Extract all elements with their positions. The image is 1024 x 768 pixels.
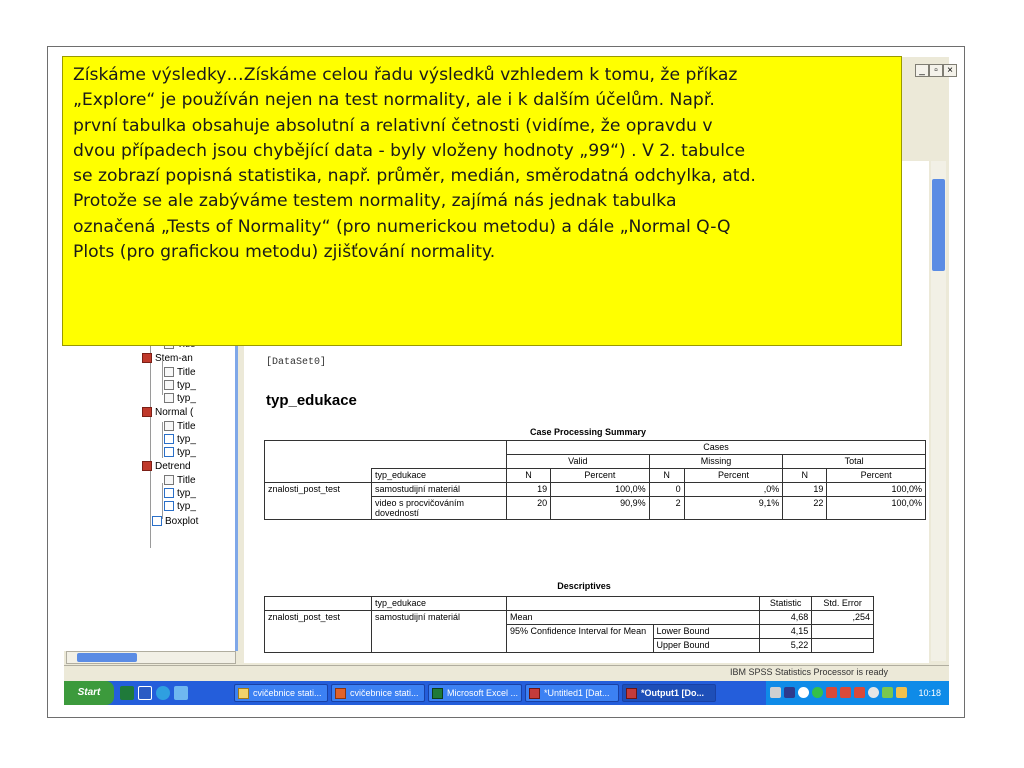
chart-icon xyxy=(164,501,174,511)
clock: 10:18 xyxy=(918,688,941,698)
taskbar-item-folder[interactable]: cvičebnice stati... xyxy=(234,684,328,702)
navigator-horizontal-scrollbar[interactable] xyxy=(66,651,236,664)
tree-item-typ[interactable]: typ_ xyxy=(164,393,196,405)
system-tray xyxy=(766,681,949,705)
annotation-callout xyxy=(62,56,902,346)
powerpoint-icon xyxy=(335,688,346,699)
doc-icon xyxy=(164,393,174,403)
annotation-line: se zobrazí popisná statistika, např. průměr, medián, směrodatná odchylka, atd. xyxy=(73,166,756,187)
tree-item-boxplot[interactable]: Boxplot xyxy=(152,516,198,528)
scrollbar-thumb[interactable] xyxy=(932,179,945,271)
spss-output-icon xyxy=(626,688,637,699)
excel-icon[interactable] xyxy=(120,686,134,700)
start-button[interactable]: Start xyxy=(64,681,114,705)
security-icon[interactable] xyxy=(882,687,893,698)
close-button[interactable]: × xyxy=(943,64,957,77)
case-processing-caption: Case Processing Summary xyxy=(529,427,647,437)
table-row: 95% Confidence Interval for Mean Lower Bound 4,15 xyxy=(265,625,874,639)
bluetooth-icon[interactable] xyxy=(798,687,809,698)
table-row: znalosti_post_test samostudijní materiál 19 100,0% 0 ,0% 19 100,0% xyxy=(265,483,926,497)
status-bar xyxy=(64,665,949,682)
disconnected-icon[interactable] xyxy=(826,687,837,698)
status-text: IBM SPSS Statistics Processor is ready xyxy=(730,667,889,677)
ie-icon[interactable] xyxy=(156,686,170,700)
network-icon[interactable] xyxy=(770,687,781,698)
tree-item-title[interactable]: Title xyxy=(164,475,196,487)
taskbar-item-spss-output[interactable]: *Output1 [Do... xyxy=(622,684,716,702)
annotation-line: označená „Tests of Normality“ (pro numerickou metodu) a dále „Normal Q-Q xyxy=(73,216,731,237)
tree-item-typ[interactable]: typ_ xyxy=(164,380,196,392)
maximize-button[interactable]: ▫ xyxy=(929,64,943,77)
wifi-icon[interactable] xyxy=(896,687,907,698)
tree-item-typ[interactable]: typ_ xyxy=(164,501,196,513)
slide-frame xyxy=(47,46,965,718)
windows-taskbar xyxy=(64,681,949,705)
tree-item-typ[interactable]: typ_ xyxy=(164,488,196,500)
tree-item-normal-qq[interactable]: Normal ( xyxy=(142,407,193,419)
disconnected-icon[interactable] xyxy=(854,687,865,698)
tree-item-title[interactable]: Title xyxy=(164,421,196,433)
folder-icon xyxy=(238,688,249,699)
taskbar-item-excel[interactable]: Microsoft Excel ... xyxy=(428,684,522,702)
chart-icon xyxy=(164,434,174,444)
tree-item-typ[interactable]: typ_ xyxy=(164,434,196,446)
minimize-button[interactable]: _ xyxy=(915,64,929,77)
annotation-line: Protože se ale zabýváme testem normality, zajímá nás jednak tabulka xyxy=(73,191,677,212)
tree-item-typ[interactable]: typ_ xyxy=(164,447,196,459)
descriptives-table: typ_edukace Statistic Std. Error znalosti_post_test samostudijní materiál Mean 4,68 ,254 95% Confidence Interval for Mean Lower Bound 4,15 Upper Bound 5,22 xyxy=(264,596,874,653)
chart-icon xyxy=(164,447,174,457)
annotation-line: dvou případech jsou chybějící data - byly vloženy hodnoty „99“) . V 2. tabulce xyxy=(73,140,746,161)
dataset-label: [DataSet0] xyxy=(266,357,327,368)
doc-icon xyxy=(164,367,174,377)
descriptives-caption: Descriptives xyxy=(557,581,611,591)
output-variable-title: typ_edukace xyxy=(266,392,357,409)
spss-data-icon xyxy=(529,688,540,699)
disconnected-icon[interactable] xyxy=(840,687,851,698)
chart-icon xyxy=(164,488,174,498)
cases-header: Cases xyxy=(507,441,926,455)
table-row: Upper Bound 5,22 xyxy=(265,639,874,653)
excel-icon xyxy=(432,688,443,699)
volume-icon[interactable] xyxy=(868,687,879,698)
toolbar-area xyxy=(919,85,949,155)
annotation-line: „Explore“ je používán nejen na test normality, ale i k dalším účelům. Např. xyxy=(73,90,715,111)
annotation-line: Získáme výsledky…Získáme celou řadu výsledků vzhledem k tomu, že příkaz xyxy=(73,65,738,85)
app-tray-icon[interactable] xyxy=(784,687,795,698)
word-icon[interactable] xyxy=(138,686,152,700)
doc-icon xyxy=(164,380,174,390)
table-row: znalosti_post_test samostudijní materiál Mean 4,68 ,254 xyxy=(265,611,874,625)
annotation-line: Plots (pro grafickou metodu) zjišťování normality. xyxy=(73,242,496,263)
chart-icon xyxy=(152,516,162,526)
stem-icon xyxy=(142,461,152,471)
table-row: video s procvičováním dovedností 20 90,9% 2 9,1% 22 100,0% xyxy=(265,497,926,520)
tree-item-detrended[interactable]: Detrend xyxy=(142,461,191,473)
doc-icon xyxy=(164,475,174,485)
taskbar-item-spss-data[interactable]: *Untitled1 [Dat... xyxy=(525,684,619,702)
desktop-icon[interactable] xyxy=(174,686,188,700)
tree-item-stem-and-leaf[interactable]: Stem-an xyxy=(142,353,193,365)
case-processing-table: Cases Valid Missing Total typ_edukace N Percent N Percent N Percent znalosti_post_test samostudijní materiál 19 100,0% 0 ,0% 19 100,0% video s procvičováním dovedností 20 90,9% 2 9,1% 22 100,0% xyxy=(264,440,926,520)
taskbar-item-powerpoint[interactable]: cvičebnice stati... xyxy=(331,684,425,702)
stem-icon xyxy=(142,353,152,363)
output-vertical-scrollbar[interactable] xyxy=(931,161,946,661)
annotation-line: první tabulka obsahuje absolutní a relativní četnosti (vidíme, že opravdu v xyxy=(73,115,713,136)
doc-icon xyxy=(164,421,174,431)
status-icon[interactable] xyxy=(812,687,823,698)
stem-icon xyxy=(142,407,152,417)
tree-item-title[interactable]: Title xyxy=(164,367,196,379)
